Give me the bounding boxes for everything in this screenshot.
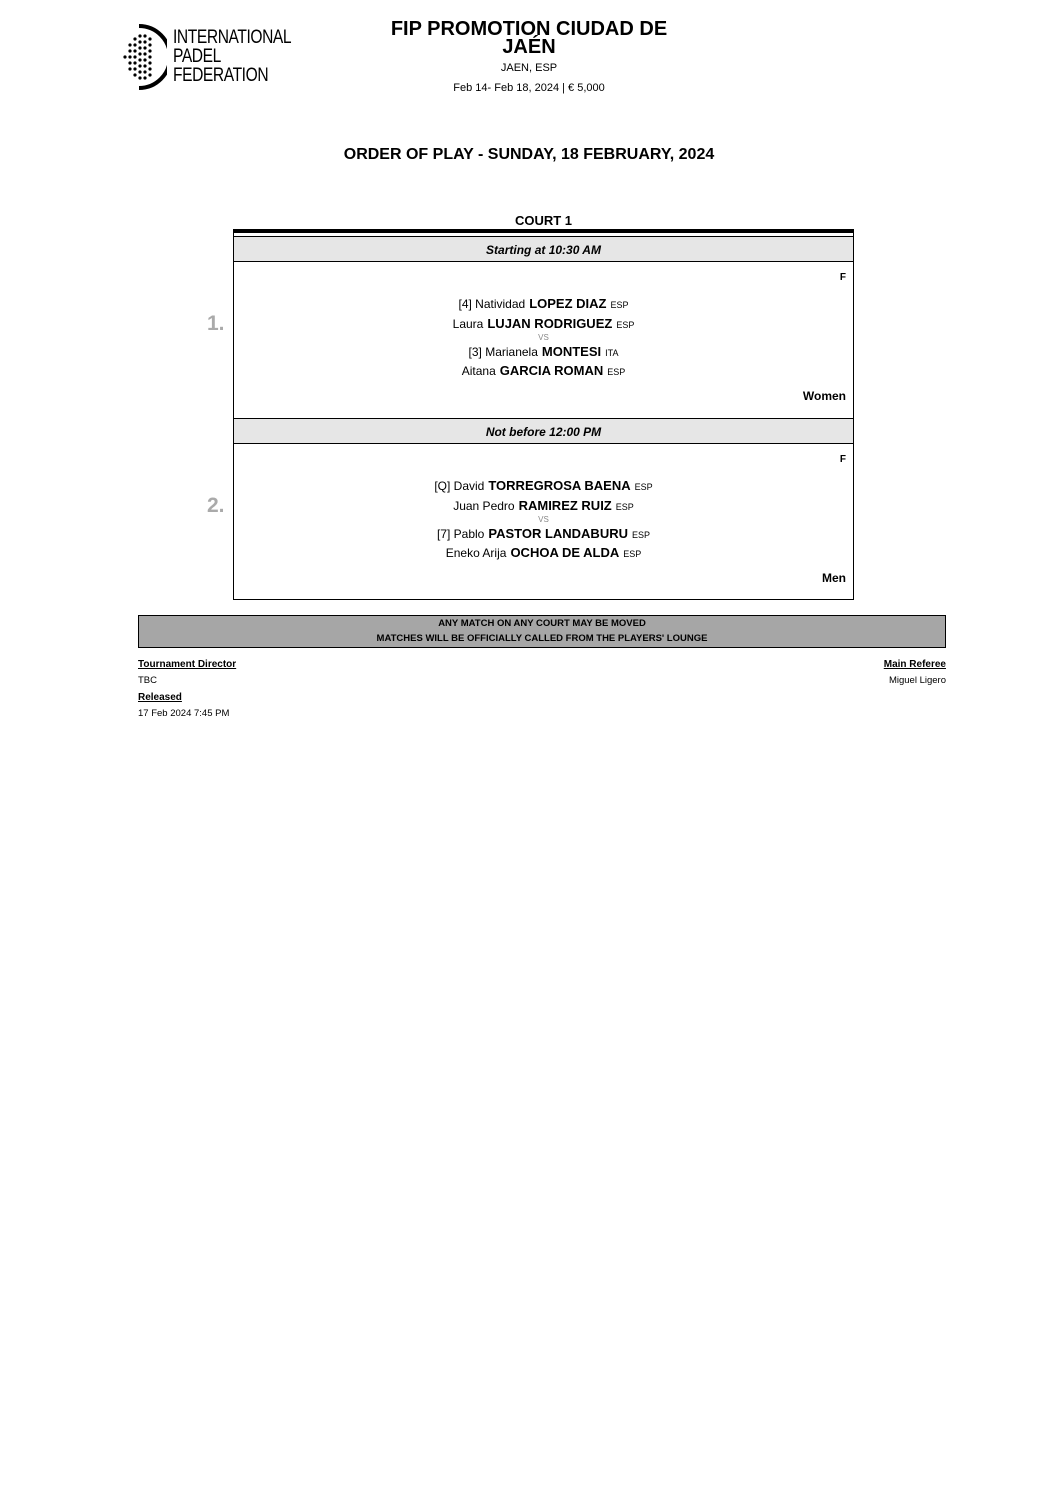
main-referee-label: Main Referee	[883, 659, 946, 670]
logo-text	[173, 28, 291, 85]
player-prefix: Eneko Arija	[445, 546, 507, 560]
tournament-director-value: TBC	[138, 675, 157, 686]
player-prefix: [7] Pablo	[436, 527, 485, 541]
notice-banner	[138, 615, 946, 648]
player-nation: ESP	[616, 320, 635, 330]
player-nation: ESP	[610, 300, 629, 310]
player-line	[234, 316, 853, 331]
tournament-dates-prize: Feb 14- Feb 18, 2024 | € 5,000	[453, 82, 605, 94]
logo-text-line: FEDERATION	[173, 65, 269, 86]
player-line	[234, 296, 853, 311]
match-order-number: 1.	[207, 312, 225, 335]
player-prefix: [3] Marianela	[468, 345, 538, 359]
match-order-number: 2.	[207, 494, 225, 517]
player-nation: ESP	[632, 530, 651, 540]
match-card	[234, 444, 853, 599]
released-label: Released	[138, 692, 182, 703]
court-schedule-box	[233, 229, 854, 600]
player-nation: ESP	[607, 367, 626, 377]
title-line-1: FIP PROMOTION CIUDAD DE	[390, 18, 668, 40]
player-surname: GARCIA ROMAN	[499, 363, 604, 378]
court-name: COURT 1	[514, 213, 573, 228]
versus-label: VS	[538, 333, 549, 342]
tournament-location: JAEN, ESP	[500, 62, 558, 74]
time-slot-header: Not before 12:00 PM	[234, 418, 853, 444]
tournament-director-label: Tournament Director	[138, 659, 237, 670]
player-nation: ESP	[615, 502, 634, 512]
tournament-title	[370, 20, 688, 56]
player-nation: ESP	[634, 482, 653, 492]
player-line	[234, 363, 853, 378]
player-surname: RAMIREZ RUIZ	[518, 498, 612, 513]
notice-line-2: MATCHES WILL BE OFFICIALLY CALLED FROM THE PLAYERS' LOUNGE	[376, 633, 708, 644]
player-line	[234, 344, 853, 359]
player-prefix: [Q] David	[434, 479, 485, 493]
player-line	[234, 498, 853, 513]
fip-ball-logo-icon	[117, 24, 167, 90]
player-nation: ITA	[605, 348, 619, 358]
player-prefix: Laura	[452, 317, 484, 331]
player-surname: LOPEZ DIAZ	[529, 296, 607, 311]
player-surname: OCHOA DE ALDA	[510, 545, 620, 560]
player-nation: ESP	[623, 549, 642, 559]
match-event: Women	[802, 389, 846, 403]
released-value: 17 Feb 2024 7:45 PM	[138, 708, 230, 719]
player-surname: TORREGROSA BAENA	[488, 478, 631, 493]
match-card	[234, 262, 853, 415]
versus-label: VS	[538, 515, 549, 524]
fip-logo	[117, 24, 292, 90]
logo-text-line: PADEL	[173, 46, 221, 67]
player-line	[234, 545, 853, 560]
player-prefix: [4] Natividad	[458, 297, 526, 311]
match-round: F	[839, 272, 846, 283]
order-of-play-title: ORDER OF PLAY - SUNDAY, 18 FEBRUARY, 2024	[343, 146, 715, 163]
main-referee-value: Miguel Ligero	[888, 675, 946, 686]
match-round: F	[839, 454, 846, 465]
match-event: Men	[822, 571, 846, 585]
logo-text-line: INTERNATIONAL	[173, 27, 292, 48]
player-prefix: Juan Pedro	[453, 499, 515, 513]
player-line	[234, 478, 853, 493]
player-line	[234, 526, 853, 541]
notice-line-1: ANY MATCH ON ANY COURT MAY BE MOVED	[438, 618, 646, 629]
time-slot-header: Starting at 10:30 AM	[234, 236, 853, 262]
player-surname: LUJAN RODRIGUEZ	[487, 316, 613, 331]
title-line-2: JAÉN	[502, 36, 556, 58]
player-prefix: Aitana	[461, 364, 496, 378]
player-surname: PASTOR LANDABURU	[488, 526, 628, 541]
player-surname: MONTESI	[541, 344, 602, 359]
